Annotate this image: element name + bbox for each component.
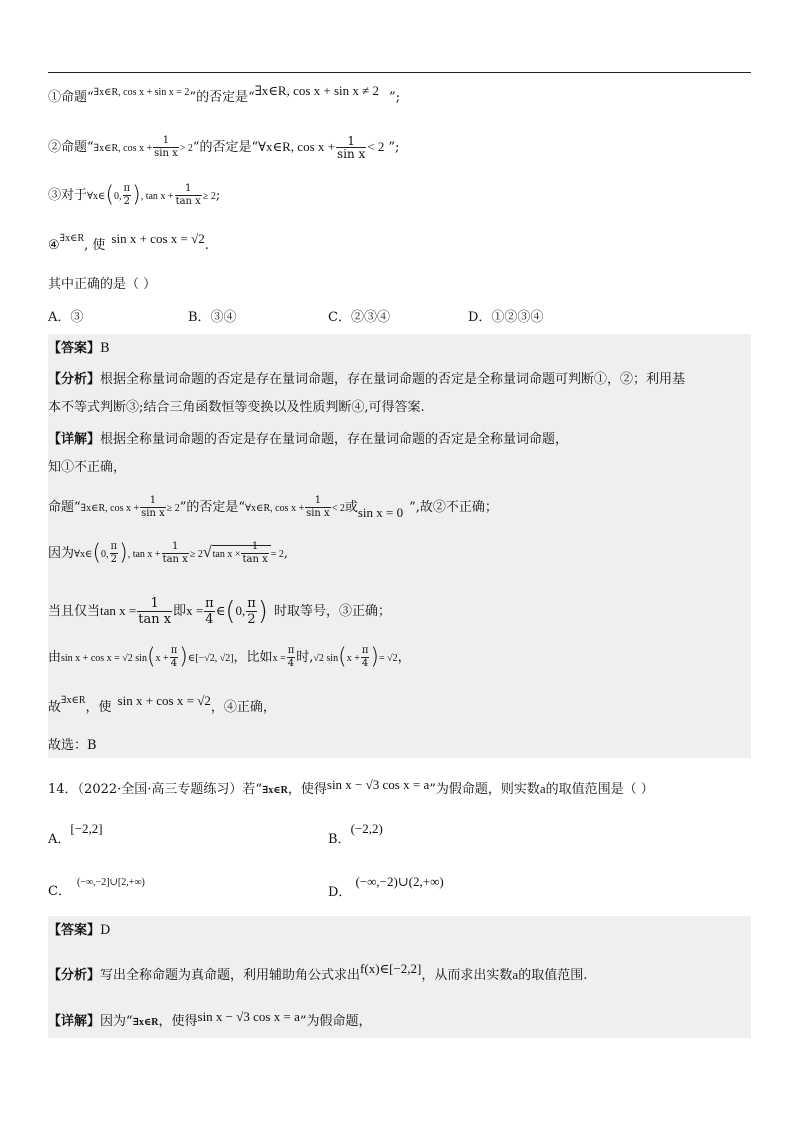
choose-line: 故选：B bbox=[48, 738, 97, 753]
detail-3-sin-zero: sin x = 0 bbox=[357, 505, 404, 520]
q14-option-a bbox=[48, 820, 103, 849]
fraction: $\frac{\pi}{4}$ bbox=[287, 645, 295, 669]
statement-4 bbox=[48, 230, 209, 255]
q14-option-a-label: A． bbox=[48, 832, 71, 847]
statement-1-mid: ”的否定是“ bbox=[189, 90, 255, 105]
detail-7-quantifier: ∃x∈R bbox=[61, 695, 86, 706]
statement-4-quantifier: ∃x∈R bbox=[59, 233, 85, 244]
q14-answer-value: D bbox=[100, 923, 111, 938]
q14-option-d-value: (−∞,−2)∪(2,+∞) bbox=[355, 874, 444, 889]
question-prompt: 其中正确的是（ ） bbox=[48, 277, 157, 292]
detail-6-result: = √2 bbox=[379, 653, 398, 664]
fraction: $\frac{\pi}{2}$ bbox=[123, 183, 131, 207]
statement-3: ③对于∀x∈(0, $\frac{\pi}{2}$ ), tan x + $\frac{1}{\text{tan x}}$ ≥ 2; bbox=[48, 182, 221, 208]
statement-1-prefix: ①命题“ bbox=[48, 90, 94, 105]
fraction: $\frac{\pi}{4}$ bbox=[361, 645, 369, 669]
analysis-text-1: 根据全称量词命题的否定是存在量词命题，存在量词命题的否定是全称量词命题可判断①，②；利用基 bbox=[100, 372, 686, 387]
detail-3-or: 或 bbox=[344, 500, 358, 515]
fraction: $\frac{1}{\text{tan x}}$ bbox=[138, 596, 172, 627]
header-rule bbox=[48, 72, 751, 73]
detail-5-ie: 即 bbox=[173, 604, 187, 619]
q14-analysis-text-d: 的取值范围. bbox=[518, 968, 588, 983]
q14-option-b-value: (−2,2) bbox=[350, 821, 383, 836]
statement-1-negation: ∃x∈R, cos x + sin x ≠ 2 bbox=[254, 83, 380, 98]
statement-2-mid: ”的否定是“ bbox=[192, 140, 259, 155]
statement-2-expr-rhs: > 2 bbox=[179, 143, 193, 154]
q14-analysis-text-c: ，从而求出实数 bbox=[421, 968, 513, 983]
q14-answer-tag: 【答案】 bbox=[48, 923, 101, 938]
analysis-line-1 bbox=[48, 371, 685, 389]
analysis-line-2: 本不等式判断③;结合三角函数恒等变换以及性质判断④,可得答案. bbox=[48, 400, 425, 415]
detail-3-rhs: ≥ 2 bbox=[166, 503, 180, 514]
detail-5-x: x = bbox=[186, 603, 204, 618]
detail-line-5: 当且仅当tan x = $\frac{1}{\text{tan x}}$ 即x = $\frac{\pi}{4}$ ∈(0, $\frac{\pi}{2}$ ) 时取等号，③正确； bbox=[48, 596, 391, 627]
detail-7-such-that: ，使 bbox=[85, 700, 112, 715]
statement-3-rhs: ≥ 2 bbox=[202, 191, 216, 202]
detail-4-tan: , tan x + bbox=[127, 549, 161, 560]
detail-3-end: ”,故②不正确； bbox=[409, 500, 498, 515]
question-14-source: （2022·全国·高三专题练习）若“ bbox=[77, 782, 263, 797]
detail-5-tan: tan x = bbox=[100, 603, 137, 618]
statement-2-end: ”; bbox=[388, 140, 400, 155]
statement-2-negation: ∀x∈R, cos x + bbox=[258, 139, 335, 154]
statement-2-expr: ∃x∈R, cos x + bbox=[93, 143, 153, 154]
detail-line-7 bbox=[48, 692, 276, 717]
q14-analysis-line bbox=[48, 960, 587, 985]
detail-6-when: 时, bbox=[296, 650, 314, 665]
detail-6-prefix: 由 bbox=[48, 650, 62, 665]
q14-detail-tag: 【详解】 bbox=[48, 1014, 101, 1029]
q14-detail-equation: sin x − √3 cos x = a bbox=[197, 1009, 300, 1024]
detail-line-1 bbox=[48, 431, 568, 449]
detail-6-x: x = bbox=[272, 653, 286, 664]
statement-3-end: ; bbox=[215, 188, 221, 203]
detail-6-end: ， bbox=[397, 650, 411, 665]
question-14-ask: 的取值范围是（ ） bbox=[545, 782, 654, 797]
statement-3-prefix: ③对于 bbox=[48, 188, 88, 203]
detail-tag: 【详解】 bbox=[48, 432, 101, 447]
option-d: D．①②③④ bbox=[468, 310, 544, 325]
detail-6-eg: ，比如 bbox=[233, 650, 273, 665]
q14-analysis-var: a bbox=[512, 967, 519, 982]
q14-option-d-label: D． bbox=[328, 885, 352, 900]
fraction: $\frac{1}{\text{sin x}}$ bbox=[154, 135, 178, 159]
q14-detail-line bbox=[48, 1008, 372, 1032]
fraction: $\frac{1}{\text{tan x}}$ bbox=[162, 541, 188, 565]
detail-4-geq: ≥ 2 bbox=[189, 549, 203, 560]
fraction: $\frac{1}{\text{sin x}}$ bbox=[141, 495, 165, 519]
statement-4-equation: sin x + cos x = √2 bbox=[111, 231, 205, 246]
fraction: $\frac{1}{\text{sin x}}$ bbox=[306, 495, 330, 519]
fraction: $\frac{\pi}{2}$ bbox=[110, 541, 118, 565]
detail-7-prefix: 故 bbox=[48, 700, 62, 715]
detail-4-domain: ∀x∈ bbox=[74, 549, 93, 560]
statement-1 bbox=[48, 82, 400, 107]
detail-3-prefix: 命题“ bbox=[48, 500, 81, 515]
question-14-equation: sin x − √3 cos x = a bbox=[326, 777, 430, 792]
detail-5-prefix: 当且仅当 bbox=[48, 604, 101, 619]
statement-3-interval: 0, bbox=[114, 191, 122, 202]
detail-6-value: √2 sin bbox=[313, 653, 339, 664]
fraction: $\frac{1}{\text{sin x}}$ bbox=[336, 134, 366, 161]
answer-value: B bbox=[100, 341, 110, 356]
question-14-condition: ”为假命题，则实数 bbox=[429, 782, 540, 797]
statement-3-tan: , tan x + bbox=[140, 191, 174, 202]
fraction: $\frac{1}{\text{tan x}}$ bbox=[175, 183, 201, 207]
detail-3-negation-rhs: < 2 bbox=[331, 503, 345, 514]
q14-detail-end: ”为假命题， bbox=[299, 1014, 372, 1029]
detail-4-product: tan x × bbox=[212, 549, 241, 560]
statement-1-end: ”; bbox=[389, 90, 401, 105]
statement-4-end: . bbox=[204, 238, 209, 253]
question-14 bbox=[48, 776, 654, 800]
statement-2-negation-rhs: < 2 bbox=[367, 139, 385, 154]
q14-analysis-range: f(x)∈[−2,2] bbox=[360, 961, 422, 976]
q14-option-c-label: C． bbox=[48, 884, 71, 899]
statement-1-expr: ∃x∈R, cos x + sin x = 2 bbox=[93, 87, 190, 98]
fraction: $\frac{1}{\text{tan x}}$ bbox=[242, 541, 268, 565]
q14-option-b-label: B． bbox=[328, 832, 351, 847]
detail-5-end: 时取等号，③正确； bbox=[273, 604, 391, 619]
statement-2-prefix: ②命题“ bbox=[48, 140, 94, 155]
detail-5-in: ∈ bbox=[215, 603, 226, 618]
answer-line bbox=[48, 340, 110, 358]
detail-line-6: 由sin x + cos x = √2 sin(x + $\frac{\pi}{4}$ )∈[−√2, √2]，比如x = $\frac{\pi}{4}$ 时,√2 sin(x + $\frac{\pi}{4}$ )= √2， bbox=[48, 644, 411, 670]
detail-text-1: 根据全称量词命题的否定是存在量词命题，存在量词命题的否定是全称量词命题， bbox=[100, 432, 569, 447]
detail-4-interval: 0, bbox=[101, 549, 109, 560]
statement-4-prefix: ④ bbox=[48, 238, 60, 253]
detail-7-equation: sin x + cos x = √2 bbox=[117, 693, 211, 708]
detail-3-mid: ”的否定是“ bbox=[179, 500, 246, 515]
q14-option-c-value: (−∞,−2]∪[2,+∞) bbox=[76, 877, 145, 888]
option-c: C．②③④ bbox=[328, 310, 390, 325]
detail-7-end: ，④正确， bbox=[210, 700, 276, 715]
question-14-quantifier: ∃x∈R bbox=[262, 785, 288, 796]
statement-2 bbox=[48, 135, 399, 160]
detail-6-identity: sin x + cos x = √2 sin bbox=[61, 653, 147, 664]
detail-3-expr: ∃x∈R, cos x + bbox=[80, 503, 140, 514]
detail-line-2: 知①不正确， bbox=[48, 460, 127, 475]
statement-4-such-that: , 使 bbox=[84, 238, 106, 253]
analysis-tag: 【分析】 bbox=[48, 372, 101, 387]
option-b: B．③④ bbox=[188, 310, 237, 325]
statement-3-expr: ∀x∈ bbox=[87, 191, 106, 202]
q14-answer-line bbox=[48, 922, 110, 940]
q14-detail-such-that: ，使得 bbox=[158, 1014, 198, 1029]
detail-5-interval: 0, bbox=[235, 603, 246, 618]
q14-detail-quantifier: ∃x∈R bbox=[132, 1017, 159, 1028]
option-a: A．③ bbox=[48, 310, 84, 325]
detail-4-end: , bbox=[283, 546, 288, 561]
detail-line-4: 因为∀x∈(0, $\frac{\pi}{2}$ ), tan x + $\frac{1}{\text{tan x}}$ ≥ 2√tan x × $\frac{1}{\text{tan x}}$ = 2, bbox=[48, 540, 288, 566]
q14-option-b bbox=[328, 820, 383, 849]
answer-tag: 【答案】 bbox=[48, 341, 101, 356]
q14-analysis-tag: 【分析】 bbox=[48, 968, 101, 983]
detail-line-3 bbox=[48, 495, 498, 522]
q14-analysis-text-a: 写出全称命题为真命题，利用辅助角公式求出 bbox=[100, 968, 361, 983]
fraction: $\frac{\pi}{4}$ bbox=[205, 596, 214, 627]
q14-detail-text-a: 因为“ bbox=[100, 1014, 133, 1029]
question-14-var: a bbox=[539, 781, 546, 796]
detail-4-result: = 2 bbox=[270, 549, 284, 560]
question-14-such-that: ，使得 bbox=[287, 782, 327, 797]
q14-option-d bbox=[328, 873, 444, 902]
question-14-number: 14． bbox=[48, 782, 78, 797]
q14-option-c bbox=[48, 873, 145, 901]
fraction: $\frac{\pi}{2}$ bbox=[247, 596, 256, 627]
fraction: $\frac{\pi}{4}$ bbox=[170, 645, 178, 669]
detail-6-range: ∈[−√2, √2] bbox=[187, 653, 234, 664]
q14-option-a-value: [−2,2] bbox=[70, 821, 103, 836]
detail-3-negation: ∀x∈R, cos x + bbox=[245, 503, 305, 514]
detail-4-prefix: 因为 bbox=[48, 546, 75, 561]
